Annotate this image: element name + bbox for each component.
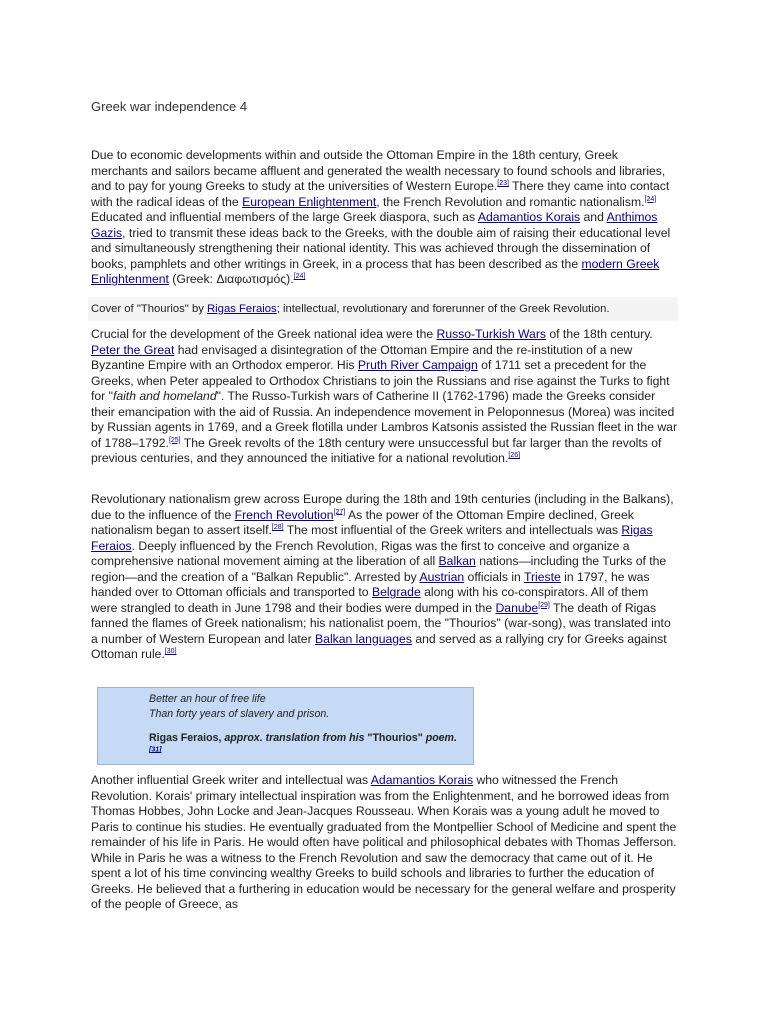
quote-line: Than forty years of slavery and prison. [149, 708, 330, 720]
text: , tried to transmit these ideas back to the Greeks, with the double aim of raising their educational level and simultaneously strengthening their national identity. This was achieved through the dissemination of books, pamphlets and other writings in Greek, in a process that has been described as the [91, 225, 671, 271]
italic-text: faith and homeland [112, 389, 217, 404]
link-belgrade[interactable]: Belgrade [371, 585, 421, 600]
text: Educated and influential members of the large Greek diaspora, such as [91, 210, 478, 225]
text: ; intellectual, revolutionary and forerunner of the Greek Revolution. [276, 303, 610, 315]
text: and served as a rallying cry for Greeks against Ottoman rule. [91, 631, 667, 662]
document-title: Greek war independence 4 [91, 99, 248, 114]
text: Rigas Feraios, [149, 732, 225, 744]
text: Cover of "Thourios" by [91, 303, 208, 315]
text: As the power of the Ottoman Empire declined, Greek nationalism began to assert itself. [91, 507, 634, 538]
text: who witnessed the French Revolution. Korais' primary intellectual inspiration was from the Enlightenment, and he borrowed ideas from Thomas Hobbes, John Locke and Jean-Jacques Rousseau. When Korais was a young adult he moved to Paris to continue his studies. He eventually graduated from the Montpellier School of Medicine and spent the remainder of his life in Paris. He would often have political and philosophical debates with Thomas Jefferson. While in Paris he was a witness to the French Revolution and saw the democracy that came out of it. He spent a lot of his time convincing wealthy Greeks to build schools and libraries to further the education of Greeks. He believed that a furthering in education would be necessary for the general welfare and prosperity of the people of Greece, as [91, 773, 677, 912]
link-rigas-feraios[interactable]: Rigas Feraios [207, 303, 277, 315]
text: Due to economic developments within and outside the Ottoman Empire in the 18th century, Greek merchants and sailors became affluent and generated the wealth necessary to found schools and libraries, and to pay for young Greeks to study at the universities of Western Europe. [91, 148, 666, 194]
paragraph-enlightenment [91, 148, 678, 288]
link-anthimos-gazis[interactable]: Anthimos Gazis [91, 210, 658, 240]
reference-link[interactable]: [27] [333, 508, 346, 516]
text: along with his co-conspirators. All of them were strangled to death in June 1798 and their bodies were dumped in the [91, 585, 649, 615]
link-modern-greek-enlightenment[interactable]: modern Greek Enlightenment [91, 256, 660, 287]
reference-link[interactable]: [24] [644, 195, 657, 203]
text: ". The Russo-Turkish wars of Catherine II (1762-1796) made the Greeks consider their emancipation with the aid of Russia. An independence movement in Peloponnesus (Morea) was incited by Russian agents in 1769, and a Greek flotilla under Lambros Katsonis assisted the Russian fleet in the war of 1788–1792. [91, 389, 678, 450]
text: The death of Rigas fanned the flames of Greek nationalism; his nationalist poem, the "Thourios" (war-song), was translated into a number of Western European and later [91, 600, 671, 646]
link-rigas-feraios[interactable]: Rigas Feraios [91, 523, 653, 553]
text: poem. [422, 732, 457, 744]
link-french-revolution[interactable]: French Revolution [234, 507, 334, 522]
link-peter-the-great[interactable]: Peter the Great [91, 342, 175, 357]
paragraph-revolutionary-nationalism [91, 492, 678, 663]
text: Revolutionary nationalism grew across Europe during the 18th and 19th centuries (including in the Balkans), due to the influence of the [91, 492, 674, 522]
text: There they came into contact with the radical ideas of the [91, 179, 670, 209]
text: of 1711 set a precedent for the Greeks, when Peter appealed to Orthodox Christians to join the Russians and rise against the Turks to fight for " [91, 358, 670, 404]
link-danube[interactable]: Danube [495, 600, 539, 615]
quote-attribution [149, 731, 459, 761]
link-trieste[interactable]: Trieste [524, 569, 561, 584]
quote-box [97, 687, 474, 765]
link-balkan-languages[interactable]: Balkan languages [315, 631, 412, 646]
link-adamantios-korais[interactable]: Adamantios Korais [370, 773, 474, 787]
link-adamantios-korais[interactable]: Adamantios Korais [477, 210, 581, 225]
reference-link[interactable]: [28] [271, 524, 284, 532]
text: , the French Revolution and romantic nationalism. [376, 194, 645, 209]
text: officials in [464, 569, 524, 584]
text: of the 18th century. [546, 327, 653, 341]
paragraph-russo-turkish-wars [91, 327, 678, 467]
reference-link[interactable]: [24] [293, 273, 306, 281]
text: (Greek: Διαφωτισμός). [168, 272, 294, 287]
link-balkan[interactable]: Balkan [438, 554, 476, 569]
reference-link[interactable]: [30] [164, 648, 177, 656]
text: The most influential of the Greek writers and intellectuals was [283, 523, 622, 538]
text: approx. translation from his [224, 732, 368, 744]
reference-link[interactable]: [23] [497, 180, 509, 188]
text: and [580, 210, 607, 225]
reference-link[interactable]: [26] [508, 452, 521, 460]
reference-link[interactable]: [31] [149, 746, 162, 754]
link-pruth-river-campaign[interactable]: Pruth River Campaign [357, 358, 478, 373]
text: The Greek revolts of the 18th century were unsuccessful but far larger than the revolts of previous centuries, and they announced the initiative for a national revolution. [91, 435, 662, 466]
paragraph-korais [91, 773, 678, 913]
text: Another influential Greek writer and intellectual was [91, 773, 371, 787]
reference-link[interactable]: [29] [538, 601, 550, 609]
image-caption [88, 297, 678, 321]
text: Crucial for the development of the Greek national idea were the [91, 327, 437, 341]
reference-link[interactable]: [25] [168, 436, 181, 444]
text: . Deeply influenced by the French Revolution, Rigas was the first to conceive and organize a comprehensive national movement aiming at the liberation of all [91, 538, 630, 569]
text: "Thourios" [367, 732, 423, 744]
link-austrian[interactable]: Austrian [419, 569, 465, 584]
text: had envisaged a disintegration of the Ottoman Empire and the re-institution of a new Byzantine Empire with an Orthodox emperor. His [91, 342, 633, 373]
text: nations—including the Turks of the region—and the creation of a "Balkan Republic". Arrested by [91, 554, 667, 584]
quote-line: Better an hour of free life [149, 693, 266, 705]
link-european-enlightenment[interactable]: European Enlightenment [242, 194, 377, 209]
text: in 1797, he was handed over to Ottoman officials and transported to [91, 569, 650, 600]
link-russo-turkish-wars[interactable]: Russo-Turkish Wars [436, 327, 546, 341]
